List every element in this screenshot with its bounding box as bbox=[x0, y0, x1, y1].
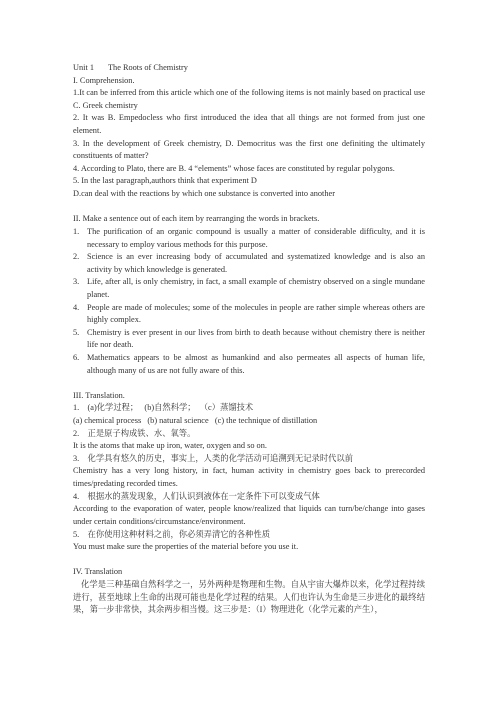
sentence-number: 6. bbox=[73, 353, 80, 362]
section4-heading: IV. Translation bbox=[73, 567, 123, 577]
comprehension-item: 3. In the development of Greek chemistry, D. Democritus was the first one definiting the ultimately constituents of matter? bbox=[73, 138, 425, 161]
unit-name: The Roots of Chemistry bbox=[107, 63, 188, 72]
sentence-number: 3. bbox=[73, 277, 80, 287]
sentence-text: Life, after all, is only chemistry, in fact, a small example of chemistry observed on a single mundane planet. bbox=[87, 277, 425, 299]
translation-paragraph: 化学是三种基础自然科学之一，另外两种是物理和生物。自从宇宙大爆炸以来，化学过程持续进行，甚至地球上生命的出现可能也是化学过程的结果。人们也许认为生命是三步进化的最终结果，第一步非常快，其余两步相当慢。这三步是：（I）物理进化（化学元素的产生）， bbox=[73, 579, 425, 615]
section-spacer bbox=[73, 554, 425, 567]
sentence-item bbox=[73, 302, 425, 327]
sentence-text: Chemistry is ever present in our lives from birth to death because without chemistry there is neither life nor death. bbox=[87, 327, 425, 350]
sentence-text: People are made of molecules; some of the molecules in people are rather simple whereas others are highly complex. bbox=[87, 302, 425, 325]
document-content bbox=[73, 62, 425, 617]
comprehension-item: 4. According to Plato, there are B. 4 “elements” whose faces are constituted by regular polygons. bbox=[73, 163, 395, 173]
translation-line: According to the evaporation of water, people know/realized that liquids can turn/be/change into gases under certain conditions/circumstance/environment. bbox=[73, 504, 425, 526]
translation-line: Chemistry has a very long history, in fact, human activity in chemistry goes back to prerecorded times/predating recorded times. bbox=[73, 466, 425, 489]
sentence-text: Science is an ever increasing body of accumulated and systematized knowledge and is also an activity by which knowledge is generated. bbox=[87, 252, 425, 274]
sentence-number: 4. bbox=[73, 302, 80, 312]
translation-line: 2. 正是原子构成铁、水、氧等。 bbox=[73, 428, 196, 438]
comprehension-item: 1.It can be inferred from this article which one of the following items is not mainly based on practical use C. Greek chemistry bbox=[73, 88, 425, 110]
translation-line: It is the atoms that make up iron, water, oxygen and so on. bbox=[73, 441, 267, 451]
comprehension-item: D.can deal with the reactions by which one substance is converted into another bbox=[73, 189, 335, 199]
unit-title bbox=[73, 62, 425, 75]
section1-heading: I. Comprehension. bbox=[73, 75, 135, 85]
comprehension-item: 2. It was B. Empedocless who first introduced the idea that all things are not formed from just one element. bbox=[73, 113, 425, 136]
translation-line: You must make sure the properties of the material before you use it. bbox=[73, 542, 299, 552]
sentence-number: 5. bbox=[73, 327, 80, 337]
translation-line: 5. 在你使用这种材料之前，你必须弄清它的各种性质 bbox=[73, 529, 271, 539]
section2-heading: II. Make a sentence out of each item by rearranging the words in brackets. bbox=[73, 214, 320, 224]
unit-label: Unit 1 bbox=[73, 63, 94, 72]
section-spacer bbox=[73, 201, 425, 214]
sentence-item bbox=[73, 276, 425, 301]
translation-line: 1. (a)化学过程； (b)自然科学； （c）蒸馏技术 bbox=[73, 403, 254, 413]
sentence-number: 1. bbox=[73, 226, 80, 236]
sentence-item bbox=[73, 352, 425, 377]
sentence-number: 2. bbox=[73, 252, 80, 262]
translation-line: 4. 根据水的蒸发现象，人们认识到液体在一定条件下可以变成气体 bbox=[73, 491, 320, 501]
sentence-text: The purification of an organic compound is usually a matter of considerable difficulty, and it is necessary to employ various methods for this purpose. bbox=[87, 226, 425, 249]
sentence-item bbox=[73, 251, 425, 276]
translation-line: 3. 化学具有悠久的历史，事实上，人类的化学活动可追溯到无记录时代以前 bbox=[73, 453, 354, 463]
section3-heading: III. Translation. bbox=[73, 390, 125, 400]
sentence-item bbox=[73, 327, 425, 352]
translation-line: (a) chemical process (b) natural science (c) the technique of distillation bbox=[73, 416, 318, 426]
comprehension-item: 5. In the last paragraph,authors think that experiment D bbox=[73, 176, 257, 186]
section-spacer bbox=[73, 377, 425, 390]
sentence-text: Mathematics appears to be almost as humankind and also permeates all aspects of human life, although many of us are not fully aware of this. bbox=[87, 353, 425, 375]
sentence-item bbox=[73, 226, 425, 251]
